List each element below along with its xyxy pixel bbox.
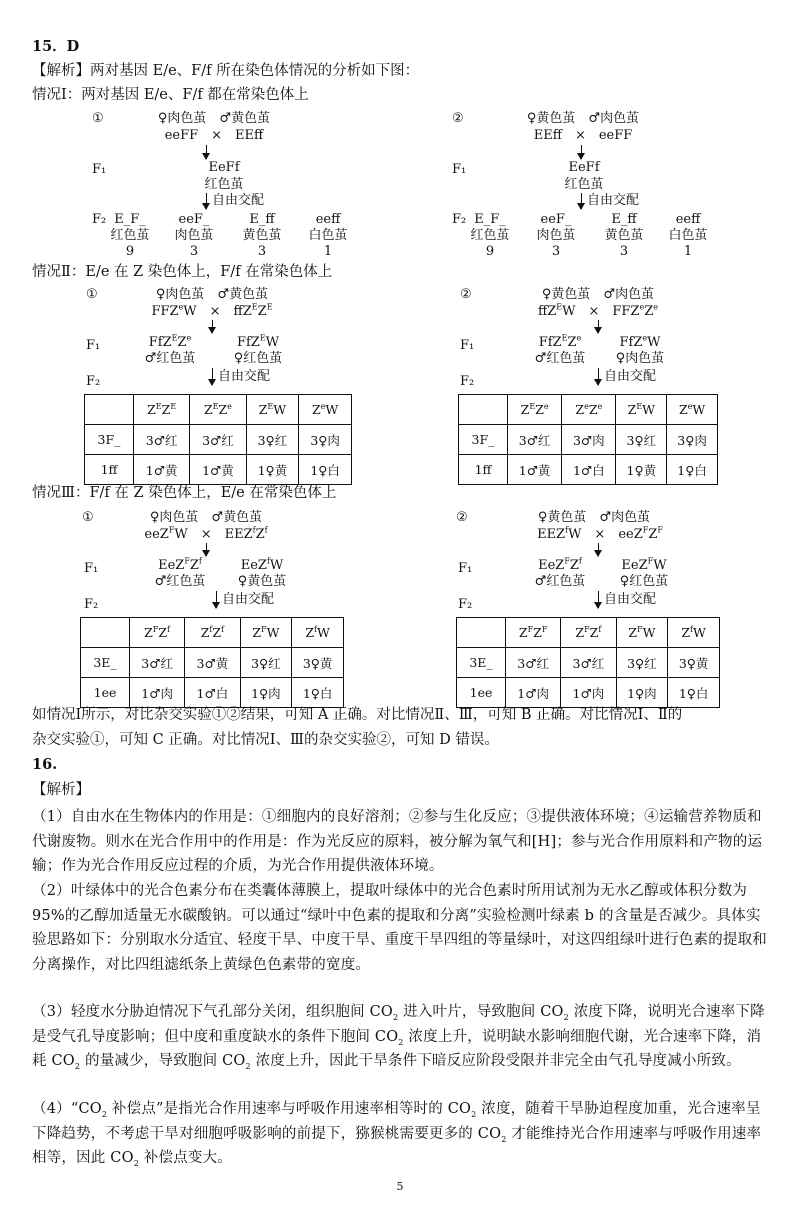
table-cell: 1♀白 (299, 455, 352, 485)
text-run: 浓度，随着干旱胁迫程度加重，光合速率呈下降趋势，不考虑干旱对细胞呼吸影响的前提下，猕猴桃需要更多的 CO (32, 1101, 761, 1142)
case2-cross2-f1-female-phenotype: ♀肉色茧 (615, 351, 665, 366)
table-cell: 3♂肉 (562, 425, 616, 455)
table-cell: 3♂红 (561, 648, 616, 678)
table-header: $Z^FZ^f$ (561, 618, 616, 648)
case1-cross2-parents: ♀黄色茧 ♂肉色茧 (526, 111, 640, 126)
table-cell: 1♀肉 (616, 678, 668, 708)
case1-cross1-f2-phenotype: 黄色茧 (242, 228, 282, 243)
table-cell: 1♀黄 (246, 455, 299, 485)
arrow-icon (598, 591, 599, 608)
case2-cross1-f2-table (84, 394, 352, 485)
row-label: 1ee (457, 678, 506, 708)
text-run: 补偿点”是指光合作用速率与呼吸作用速率相等时的 CO (107, 1101, 472, 1117)
table-cell: 3♀红 (616, 425, 667, 455)
case1-cross1-f2-ratio: 9 (125, 244, 135, 259)
table-cell: 1♂白 (562, 455, 616, 485)
subscript: 2 (398, 1037, 404, 1047)
case1-cross2-f2-genotype: E_ff (611, 212, 637, 227)
f2-label: F₂ (84, 597, 99, 612)
table-header: $Z^fZ^f$ (185, 618, 240, 648)
subscript: 2 (501, 1134, 507, 1144)
case3-cross1-f1-male-phenotype: ♂红色茧 (154, 574, 206, 589)
case3-cross2-parents: ♀黄色茧 ♂肉色茧 (537, 510, 651, 525)
case1-title: 情况Ⅰ：两对基因 E/e、F/f 都在常染色体上 (32, 87, 309, 103)
text-run: （3）轻度水分胁迫情况下气孔部分关闭，组织胞间 CO (32, 1004, 394, 1020)
question-number-16: 16. (32, 756, 58, 773)
table-header: $Z^eW$ (299, 395, 352, 425)
step-label: 自由交配 (218, 369, 271, 384)
case1-cross2-f2-phenotype: 白色茧 (668, 228, 708, 243)
text-run: 才能维持光合作用速率与呼吸作用速率相等，因此 CO (32, 1125, 762, 1166)
case2-cross2-f2-table (458, 394, 718, 485)
conclusion-line-2: 杂交实验①，可知 C 正确。对比情况Ⅰ、Ⅲ的杂交实验②，可知 D 错误。 (32, 732, 499, 748)
case3-cross1-parents: ♀肉色茧 ♂黄色茧 (149, 510, 263, 525)
table-cell: 3♂红 (508, 425, 562, 455)
case3-cross1-f1-female-phenotype: ♀黄色茧 (237, 574, 287, 589)
table-header: $Z^fW$ (292, 618, 344, 648)
step-label: 自由交配 (604, 369, 657, 384)
table-cell: 3♀红 (246, 425, 299, 455)
table-header: $Z^EZ^e$ (508, 395, 562, 425)
step-label: 自由交配 (212, 193, 265, 208)
subscript: 2 (393, 1012, 399, 1022)
case1-cross1-f2-genotype: E_F_ (114, 212, 146, 227)
case3-cross1-f1-male-genotype: $EeZ^FZ^f$ (158, 556, 202, 573)
table-cell: 3♀黄 (668, 648, 720, 678)
table-header: $Z^FW$ (240, 618, 292, 648)
row-label: 1ff (459, 455, 508, 485)
table-cell: 1♀肉 (240, 678, 292, 708)
case1-cross2-f2-phenotype: 红色茧 (470, 228, 510, 243)
step-label: 自由交配 (604, 592, 657, 607)
case3-cross2-f1-male-phenotype: ♂红色茧 (534, 574, 586, 589)
table-row (81, 678, 344, 708)
table-corner (85, 395, 134, 425)
case1-cross2-marker: ② (452, 111, 464, 126)
analysis-label: 【解析】 (32, 63, 90, 79)
table-cell: 1♀黄 (616, 455, 667, 485)
table-corner (459, 395, 508, 425)
arrow-icon (212, 320, 213, 333)
case1-cross1-f1-genotype: EeFf (208, 160, 240, 175)
table-cell: 1♂肉 (130, 678, 185, 708)
q16-paragraph-1: （1）自由水在生物体内的作用是：①细胞内的良好溶剂；②参与生化反应；③提供液体环境；④运输营养物质和代谢废物。则水在光合作用中的作用是：作为光反应的原料，被分解为氧气和[H]；参与光合作用原料和产物的运输；作为光合作用反应过程的介质，为光合作用提供液体环境。 (32, 809, 763, 874)
case2-cross2-f1-female-genotype: FfZ$^e$W (619, 333, 661, 350)
case2-cross1-f1-female-phenotype: ♀红色茧 (233, 351, 283, 366)
case3-cross2-f1-female-genotype: EeZ$^F$W (621, 556, 667, 573)
table-cell: 3♂红 (130, 648, 185, 678)
text-run: 补偿点变大。 (139, 1150, 233, 1166)
case1-cross2-f2-phenotype: 肉色茧 (536, 228, 576, 243)
arrow-icon (598, 543, 599, 556)
table-header: $Z^EW$ (616, 395, 667, 425)
q16-paragraph-2: （2）叶绿体中的光合色素分布在类囊体薄膜上，提取叶绿体中的光合色素时所用试剂为无水乙醇或体积分数为 95%的乙醇加适量无水碳酸钠。可以通过“绿叶中色素的提取和分离”实验检测叶绿素 b 的含量是否减少。具体实验思路如下：分别取水分适宜、轻度干旱、中度干旱、重度干旱四组的等量绿叶，对这四组绿叶进行色素的提取和分离操作，对比四组滤纸条上黄绿色色素带的宽度。 (32, 883, 767, 973)
table-corner (81, 618, 130, 648)
table-header: $Z^eZ^e$ (562, 395, 616, 425)
case1-cross2-f2-ratio: 1 (683, 244, 693, 259)
row-label: 1ff (85, 455, 134, 485)
case3-cross1-f2-table (80, 617, 344, 708)
case1-cross1-parents: ♀肉色茧 ♂黄色茧 (157, 111, 271, 126)
case1-cross1-f2-genotype: eeff (315, 212, 341, 227)
table-cell: 1♂黄 (508, 455, 562, 485)
table-cell: 3♂红 (134, 425, 190, 455)
case1-cross1-f2-phenotype: 红色茧 (110, 228, 150, 243)
text-run: （4）“CO (32, 1101, 102, 1117)
table-row (459, 425, 718, 455)
subscript: 2 (133, 1158, 139, 1168)
case1-cross2-f2-genotype: E_F_ (474, 212, 506, 227)
table-cell: 3♀肉 (299, 425, 352, 455)
arrow-icon (581, 193, 582, 209)
row-label: 3E_ (81, 648, 130, 678)
case3-cross1-parent-genotypes: eeZ$^F$W × $EEZ^fZ^f$ (144, 525, 268, 542)
subscript: 2 (245, 1061, 251, 1071)
arrow-icon (206, 543, 207, 556)
step-label: 自由交配 (222, 592, 275, 607)
text-run: 进入叶片，导致胞间 CO (398, 1004, 564, 1020)
table-cell: 3♀红 (616, 648, 668, 678)
table-row (85, 455, 352, 485)
f1-label: F₁ (86, 338, 101, 353)
table-header: $Z^fW$ (668, 618, 720, 648)
arrow-icon (598, 320, 599, 333)
step-label: 自由交配 (587, 193, 640, 208)
table-cell: 3♀黄 (292, 648, 344, 678)
case1-cross1-parent-genotypes: eeFF × EEff (164, 128, 264, 143)
table-cell: 1♀白 (667, 455, 718, 485)
case1-cross2-parent-genotypes: EEff × eeFF (533, 128, 633, 143)
case1-cross1-f1-phenotype: 红色茧 (204, 177, 244, 192)
f1-label: F₁ (460, 338, 475, 353)
table-cell: 1♀白 (668, 678, 720, 708)
f1-label: F₁ (452, 162, 467, 177)
case1-cross2-f2-genotype: eeff (675, 212, 701, 227)
row-label: 1ee (81, 678, 130, 708)
text-run: 浓度下降，说明光合速率下降是受气孔导度影响；但中度和重度缺水的条件下胞间 CO (32, 1004, 765, 1045)
table-header: $Z^eW$ (667, 395, 718, 425)
case3-cross2-marker: ② (456, 510, 468, 525)
subscript: 2 (471, 1109, 477, 1119)
table-row (459, 455, 718, 485)
case1-cross1-f2-phenotype: 白色茧 (308, 228, 348, 243)
f2-label: F₂ (86, 374, 101, 389)
case3-cross2-f2-table (456, 617, 720, 708)
table-cell: 1♂白 (185, 678, 240, 708)
case3-title: 情况Ⅲ：F/f 在 Z 染色体上，E/e 在常染色体上 (32, 485, 337, 501)
case3-cross2-f1-female-phenotype: ♀红色茧 (619, 574, 669, 589)
case1-cross2-f1-genotype: EeFf (568, 160, 600, 175)
subscript: 2 (74, 1061, 81, 1071)
case1-cross1-marker: ① (92, 111, 104, 126)
table-cell: 1♂肉 (506, 678, 561, 708)
case1-cross1-f2-ratio: 3 (257, 244, 267, 259)
question-number-15: 15．D (32, 38, 80, 55)
case1-cross2-f2-ratio: 9 (485, 244, 495, 259)
table-row (81, 648, 344, 678)
table-cell: 1♂黄 (134, 455, 190, 485)
case1-cross1-f2-phenotype: 肉色茧 (174, 228, 214, 243)
table-header: $Z^EW$ (246, 395, 299, 425)
case2-cross1-parent-genotypes: $FFZ^eW$ × $ffZ^EZ^E$ (151, 302, 273, 319)
table-cell: 3♂黄 (185, 648, 240, 678)
case1-cross1-f2-ratio: 3 (189, 244, 199, 259)
table-header: $Z^EZ^E$ (134, 395, 190, 425)
f2-label: F₂ (452, 212, 467, 227)
arrow-icon (206, 145, 207, 159)
case2-cross2-parents: ♀黄色茧 ♂肉色茧 (541, 287, 655, 302)
case1-cross2-f2-genotype: eeF_ (540, 212, 572, 227)
case3-cross1-marker: ① (82, 510, 94, 525)
case2-cross2-marker: ② (460, 287, 472, 302)
table-header: $Z^EZ^e$ (190, 395, 246, 425)
case2-cross1-parents: ♀肉色茧 ♂黄色茧 (155, 287, 269, 302)
table-cell: 3♂红 (190, 425, 246, 455)
f2-label: F₂ (458, 597, 473, 612)
table-row (85, 425, 352, 455)
table-cell: 3♀红 (240, 648, 292, 678)
case2-cross1-marker: ① (86, 287, 98, 302)
row-label: 3F_ (459, 425, 508, 455)
case3-cross2-f1-male-genotype: $EeZ^FZ^f$ (538, 556, 582, 573)
f2-label: F₂ (460, 374, 475, 389)
case2-cross1-f1-male-phenotype: ♂红色茧 (144, 351, 196, 366)
table-header: $Z^FW$ (616, 618, 668, 648)
f2-label: F₂ (92, 212, 107, 227)
case1-cross2-f1-phenotype: 红色茧 (564, 177, 604, 192)
page-number: 5 (396, 1180, 404, 1193)
case1-cross2-f2-ratio: 3 (551, 244, 561, 259)
text-run: 浓度上升，因此干旱条件下暗反应阶段受限并非完全由气孔导度减小所致。 (250, 1053, 741, 1069)
table-row (457, 678, 720, 708)
case1-cross1-f2-genotype: E_ff (249, 212, 275, 227)
text-run: 浓度上升，说明缺水影响细胞代谢，光合速率下降，消耗 CO (32, 1028, 762, 1069)
q16-paragraph-3 (32, 1000, 772, 1074)
q15-intro (32, 62, 419, 80)
table-header: $Z^FZ^f$ (130, 618, 185, 648)
table-cell: 1♂肉 (561, 678, 616, 708)
arrow-icon (212, 368, 213, 385)
table-cell: 3♀肉 (667, 425, 718, 455)
text-run: 的量减少，导致胞间 CO (80, 1053, 246, 1069)
conclusion-line-1: 如情况Ⅰ所示，对比杂交实验①②结果，可知 A 正确。对比情况Ⅱ、Ⅲ，可知 B 正确。对比情况Ⅰ、Ⅱ的 (32, 707, 683, 723)
table-header: $Z^FZ^F$ (506, 618, 561, 648)
case2-cross1-f1-male-genotype: $FfZ^EZ^e$ (148, 333, 192, 350)
arrow-icon (581, 145, 582, 159)
case1-cross1-f2-genotype: eeF_ (178, 212, 210, 227)
table-row (457, 648, 720, 678)
case2-title: 情况Ⅱ：E/e 在 Z 染色体上，F/f 在常染色体上 (32, 264, 333, 280)
row-label: 3F_ (85, 425, 134, 455)
case3-cross2-parent-genotypes: $EEZ^fW$ × $eeZ^FZ^F$ (537, 525, 663, 542)
q16-analysis-label: 【解析】 (32, 782, 90, 798)
case2-cross2-f1-male-phenotype: ♂红色茧 (534, 351, 586, 366)
case1-cross1-f2-ratio: 1 (323, 244, 333, 259)
table-cell: 1♀白 (292, 678, 344, 708)
table-cell: 1♂黄 (190, 455, 246, 485)
case1-cross2-f2-ratio: 3 (619, 244, 629, 259)
case3-cross1-f1-female-genotype: EeZ$^f$W (240, 556, 284, 573)
arrow-icon (206, 193, 207, 209)
arrow-icon (598, 368, 599, 385)
f1-label: F₁ (84, 561, 99, 576)
f1-label: F₁ (458, 561, 473, 576)
q16-paragraph-4 (32, 1097, 772, 1171)
case1-cross2-f2-phenotype: 黄色茧 (604, 228, 644, 243)
table-corner (457, 618, 506, 648)
subscript: 2 (563, 1012, 569, 1022)
table-cell: 3♂红 (506, 648, 561, 678)
case2-cross1-f1-female-genotype: FfZ$^E$W (236, 333, 280, 350)
intro-text: 两对基因 E/e、F/f 所在染色体情况的分析如下图： (90, 63, 420, 79)
subscript: 2 (101, 1109, 108, 1119)
case2-cross2-f1-male-genotype: $FfZ^EZ^e$ (538, 333, 582, 350)
f1-label: F₁ (92, 162, 107, 177)
case2-cross2-parent-genotypes: ffZ$^E$W × $FFZ^eZ^e$ (538, 302, 658, 319)
row-label: 3E_ (457, 648, 506, 678)
arrow-icon (216, 591, 217, 608)
